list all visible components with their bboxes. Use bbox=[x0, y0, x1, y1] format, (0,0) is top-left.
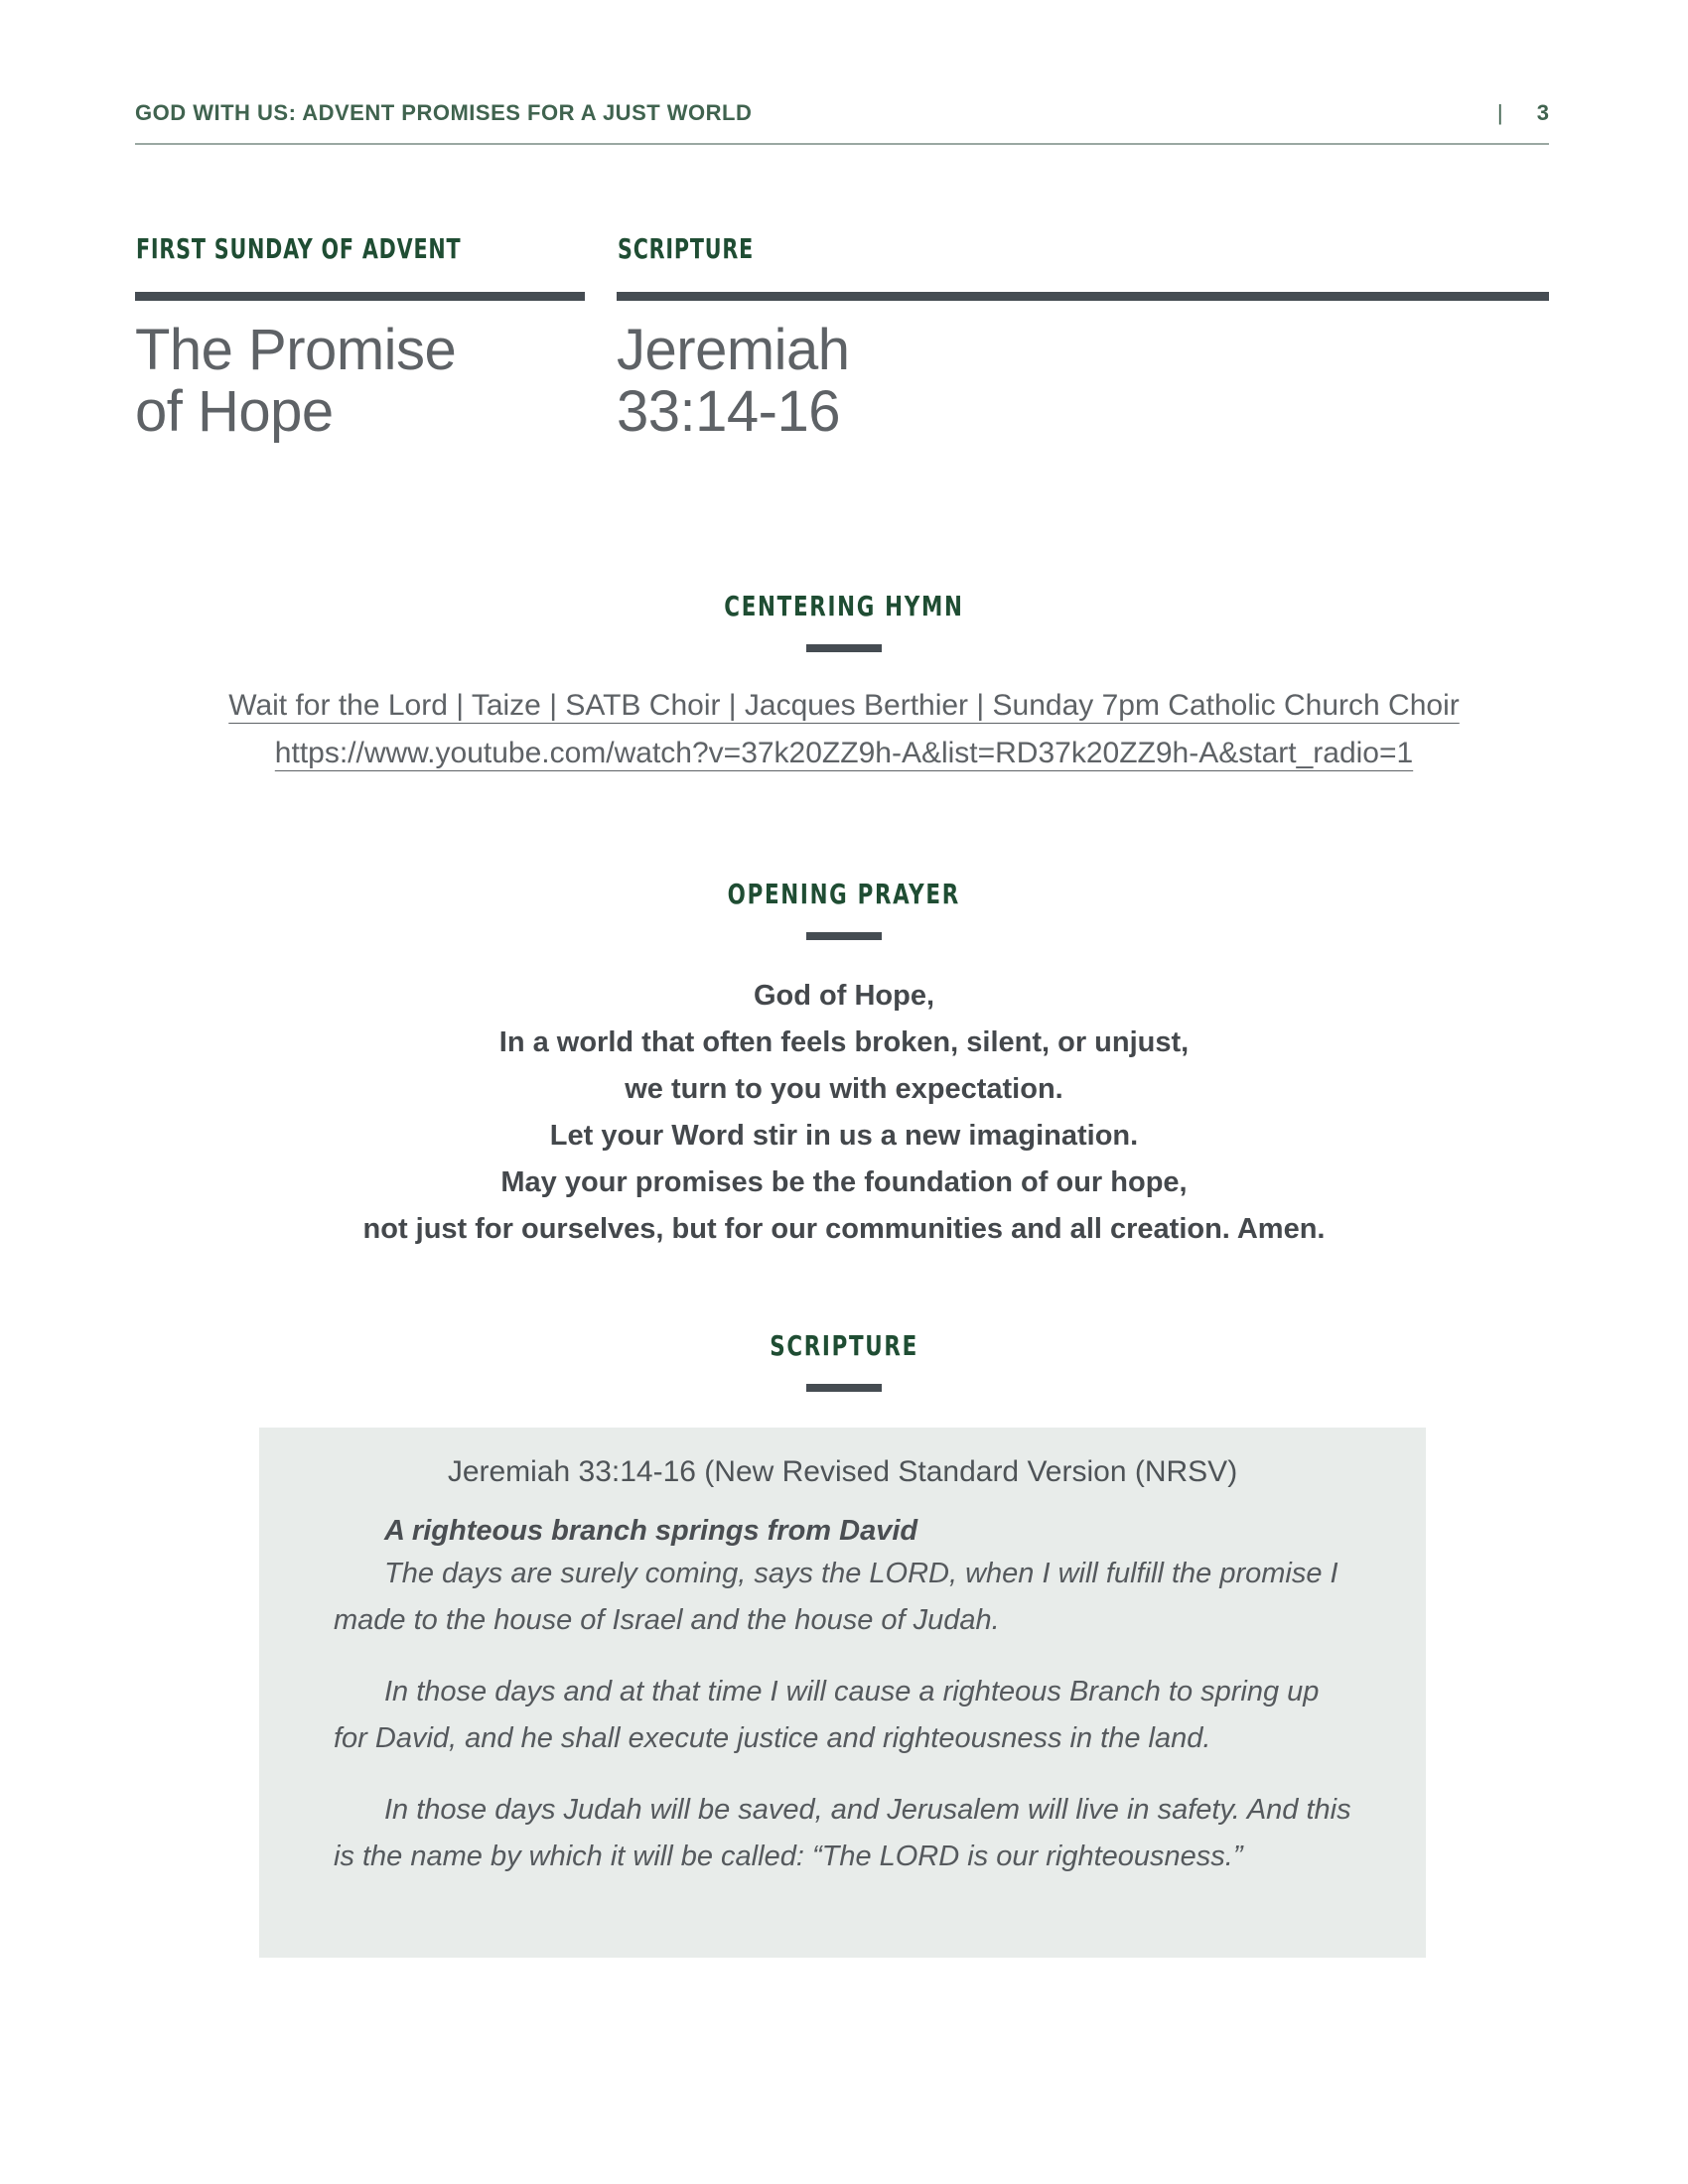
verse-paragraph: The days are surely coming, says the LORD, when I will fulfill the promise I made to the house of Israel and the house of Judah. bbox=[334, 1558, 1338, 1636]
scripture-section-heading: SCRIPTURE bbox=[770, 1329, 918, 1362]
scripture-box bbox=[259, 1428, 1426, 1958]
prayer-line: God of Hope, bbox=[753, 980, 935, 1012]
hymn-links bbox=[0, 682, 1688, 777]
week-title-line-2: of Hope bbox=[135, 379, 334, 444]
centering-hymn-header bbox=[0, 590, 1688, 652]
header-separator: | bbox=[1496, 100, 1503, 125]
hymn-url-link[interactable]: https://www.youtube.com/watch?v=37k20ZZ9h-A&list=RD37k20ZZ9h-A&start_radio=1 bbox=[274, 737, 1414, 769]
centering-hymn-heading: CENTERING HYMN bbox=[724, 590, 964, 622]
scripture-reference: Jeremiah 33:14-16 (New Revised Standard Version (NRSV) bbox=[447, 1455, 1238, 1488]
prayer-line: we turn to you with expectation. bbox=[625, 1073, 1063, 1105]
hymn-title-link[interactable]: Wait for the Lord | Taize | SATB Choir | Jacques Berthier | Sunday 7pm Catholic Church Choir bbox=[228, 689, 1460, 722]
opening-prayer-rule bbox=[806, 932, 882, 940]
opening-prayer-header bbox=[0, 878, 1688, 940]
page-number: 3 bbox=[1536, 100, 1549, 125]
verse-paragraph: In those days and at that time I will cause a righteous Branch to spring up for David, and he shall execute justice and righteousness in the land. bbox=[334, 1676, 1320, 1754]
scripture-label: SCRIPTURE bbox=[618, 232, 755, 265]
scripture-section-header bbox=[0, 1329, 1688, 1392]
prayer-line: not just for ourselves, but for our communities and all creation. Amen. bbox=[362, 1213, 1326, 1245]
scripture-section-rule bbox=[806, 1384, 882, 1392]
passage-heading: A righteous branch springs from David bbox=[384, 1515, 918, 1547]
running-title: GOD WITH US: ADVENT PROMISES FOR A JUST WORLD bbox=[135, 100, 753, 125]
centering-hymn-rule bbox=[806, 644, 882, 652]
opening-prayer-heading: OPENING PRAYER bbox=[727, 878, 961, 910]
scripture-label-rule bbox=[617, 292, 1549, 301]
prayer-text bbox=[0, 973, 1688, 1253]
verse-paragraph: In those days Judah will be saved, and Jerusalem will live in safety. And this is the name by which it will be called: “The LORD is our righteousness.” bbox=[334, 1794, 1351, 1872]
running-header bbox=[135, 99, 1549, 145]
week-title bbox=[135, 320, 456, 443]
scripture-title bbox=[617, 320, 850, 443]
scripture-title-line-2: 33:14-16 bbox=[617, 379, 840, 444]
scripture-title-line-1: Jeremiah bbox=[617, 318, 850, 382]
prayer-line: In a world that often feels broken, silent, or unjust, bbox=[498, 1026, 1190, 1058]
week-label: FIRST SUNDAY OF ADVENT bbox=[136, 232, 462, 265]
page-number-area bbox=[1497, 100, 1549, 126]
week-title-line-1: The Promise bbox=[135, 318, 457, 382]
week-label-rule bbox=[135, 292, 585, 301]
prayer-line: Let your Word stir in us a new imagination. bbox=[549, 1120, 1139, 1152]
prayer-line: May your promises be the foundation of our hope, bbox=[500, 1166, 1188, 1198]
